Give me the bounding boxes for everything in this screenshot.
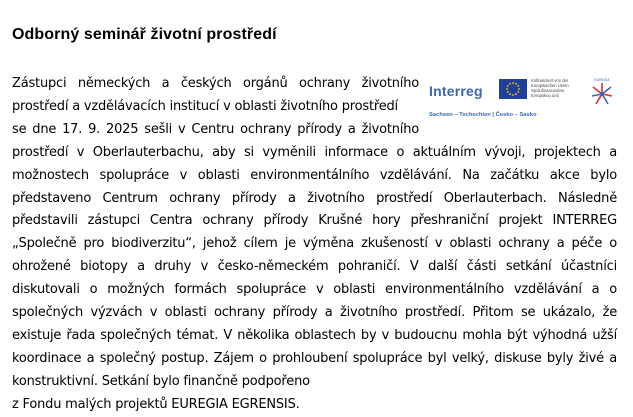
euregia-logo-icon bbox=[587, 77, 617, 111]
body-text-top: Zástupci německých a českých orgánů ochrany životního prostředí a vzdělávacích institucí v oblasti životního prostředí bbox=[12, 76, 419, 114]
body-text-main: se dne 17. 9. 2025 sešli v Centru ochrany přírody a životního prostředí v Oberlauterbachu, aby si vyměnili informace o aktuálním vývoji, projektech a možnostech spolupráce v oblasti environmentálního vzdělávání. Na začátku akce bylo představeno Centrum ochrany přírody a životního prostředí Oberlauterbach. Následně představili zástupci Centra ochrany přírody Krušné hory přeshraniční projekt INTERREG „Společně pro biodiverzitu“, jehož cílem je výměna zkušeností v oblasti ochrany a péče o ohrožené biotopy a druhy v česko-německém pohraničí. V další části setkání účastníci diskutovali o možných formách spolupráce v oblasti environmentálního vzdělávání a o společných výzvách v oblasti ochrany přírody a životního prostředí. Přitom se ukázalo, že existuje řada společných témat. V několika oblastech by v budoucnu mohla být výhodná užší koordinace a společný postup. Zájem o prohloubení spolupráce byl velký, diskuse byly živé a konstruktivní. Setkání bylo finančně podpořeno bbox=[12, 121, 617, 389]
region-caption: Sachsen – Tschechien | Česko – Sasko bbox=[429, 112, 537, 118]
article-title: Odborný seminář životní prostředí bbox=[12, 26, 277, 43]
article-body bbox=[12, 73, 617, 417]
interreg-logo bbox=[429, 77, 617, 118]
body-text-last: z Fondu malých projektů EUREGIA EGRENSIS. bbox=[12, 396, 300, 412]
interreg-brand-text: Interreg bbox=[429, 83, 483, 99]
eu-flag-icon bbox=[499, 79, 527, 99]
euregia-text: EUREGIA bbox=[594, 78, 610, 82]
eu-caption: Kofinanziert von der Europäischen Union Spolufinancováno Evropskou unií bbox=[531, 78, 569, 98]
